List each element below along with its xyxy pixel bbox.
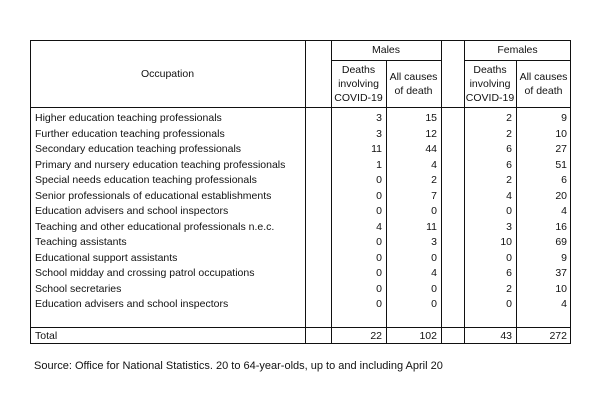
- males-all-cell: 44: [425, 143, 437, 155]
- total-females-all: 272: [549, 330, 567, 342]
- males-covid-cell: 11: [371, 143, 382, 155]
- females-all-cell: 9: [561, 251, 567, 264]
- column-divider: [441, 40, 442, 344]
- occupation-cell: Education advisers and school inspectors: [35, 205, 229, 217]
- females-all-causes-header: All causes of death: [519, 71, 568, 97]
- males-header: Males: [371, 44, 400, 56]
- occupation-cell: School midday and crossing patrol occupations: [35, 267, 255, 279]
- header-divider: [30, 107, 571, 108]
- females-covid-cell: 2: [506, 127, 512, 140]
- females-covid-cell: 2: [506, 282, 512, 295]
- males-all-cell: 4: [431, 158, 437, 171]
- females-covid-cell: 2: [506, 174, 512, 186]
- females-all-cell: 37: [555, 267, 567, 279]
- males-all-cell: 0: [431, 251, 437, 264]
- males-covid-cell: 0: [376, 298, 382, 310]
- males-all-cell: 11: [426, 220, 437, 233]
- females-covid-cell: 0: [506, 251, 512, 264]
- males-covid-cell: 0: [376, 174, 382, 186]
- total-label: Total: [35, 330, 58, 342]
- females-covid-cell: 3: [506, 220, 512, 233]
- males-all-cell: 0: [431, 298, 437, 310]
- males-covid-cell: 1: [376, 158, 382, 171]
- occupation-cell: Special needs education teaching professionals: [35, 174, 257, 186]
- occupation-cell: Teaching and other educational professionals n.e.c.: [35, 220, 275, 233]
- occupation-cell: Higher education teaching professionals: [35, 112, 222, 124]
- males-all-cell: 2: [431, 174, 437, 186]
- occupation-header: Occupation: [140, 68, 195, 80]
- females-covid-cell: 6: [506, 143, 512, 155]
- males-all-cell: 15: [425, 112, 437, 124]
- females-covid-cell: 2: [506, 112, 512, 124]
- males-covid-cell: 0: [376, 236, 382, 248]
- females-all-cell: 10: [555, 127, 567, 140]
- column-divider: [305, 40, 306, 344]
- females-all-cell: 20: [555, 189, 567, 202]
- males-all-cell: 0: [431, 282, 437, 295]
- males-deaths-covid-header: Deaths involving COVID-19: [334, 64, 383, 104]
- females-all-cell: 9: [561, 112, 567, 124]
- occupation-cell: Education advisers and school inspectors: [35, 298, 229, 310]
- males-covid-cell: 0: [376, 267, 382, 279]
- males-all-cell: 3: [431, 236, 437, 248]
- females-covid-cell: 6: [506, 158, 512, 171]
- source-note: Source: Office for National Statistics. 20 to 64-year-olds, up to and including April 20: [34, 360, 443, 372]
- occupation-cell: School secretaries: [35, 282, 122, 295]
- males-all-cell: 4: [431, 267, 437, 279]
- occupation-cell: Further education teaching professionals: [35, 127, 225, 140]
- group-header-underline: [464, 60, 571, 61]
- occupation-cell: Primary and nursery education teaching professionals: [35, 158, 286, 171]
- females-all-cell: 4: [561, 205, 567, 217]
- total-males-covid: 22: [370, 330, 382, 342]
- occupation-cell: Teaching assistants: [35, 236, 127, 248]
- females-all-cell: 4: [561, 298, 567, 310]
- females-covid-cell: 0: [506, 298, 512, 310]
- females-covid-cell: 10: [500, 236, 512, 248]
- group-header-underline: [331, 60, 441, 61]
- females-all-cell: 6: [561, 174, 567, 186]
- females-covid-cell: 6: [506, 267, 512, 279]
- males-covid-cell: 3: [376, 127, 382, 140]
- females-all-cell: 10: [555, 282, 567, 295]
- females-deaths-covid-header: Deaths involving COVID-19: [465, 64, 515, 104]
- males-all-causes-header: All causes of death: [389, 71, 438, 97]
- females-all-cell: 69: [555, 236, 567, 248]
- females-covid-cell: 4: [506, 189, 512, 202]
- males-all-cell: 7: [431, 189, 437, 202]
- females-covid-cell: 0: [506, 205, 512, 217]
- total-males-all: 102: [419, 330, 437, 342]
- occupation-cell: Senior professionals of educational establishments: [35, 189, 272, 202]
- total-females-covid: 43: [500, 330, 512, 342]
- males-covid-cell: 0: [376, 251, 382, 264]
- females-header: Females: [497, 44, 538, 56]
- females-all-cell: 16: [555, 220, 567, 233]
- males-covid-cell: 0: [376, 189, 382, 202]
- occupation-cell: Educational support assistants: [35, 251, 178, 264]
- males-covid-cell: 0: [376, 282, 382, 295]
- males-all-cell: 12: [425, 127, 437, 140]
- occupation-cell: Secondary education teaching professionals: [35, 143, 242, 155]
- males-covid-cell: 4: [376, 220, 382, 233]
- males-covid-cell: 3: [376, 112, 382, 124]
- females-all-cell: 27: [555, 143, 567, 155]
- males-all-cell: 0: [431, 205, 437, 217]
- males-covid-cell: 0: [376, 205, 382, 217]
- females-all-cell: 51: [555, 158, 567, 171]
